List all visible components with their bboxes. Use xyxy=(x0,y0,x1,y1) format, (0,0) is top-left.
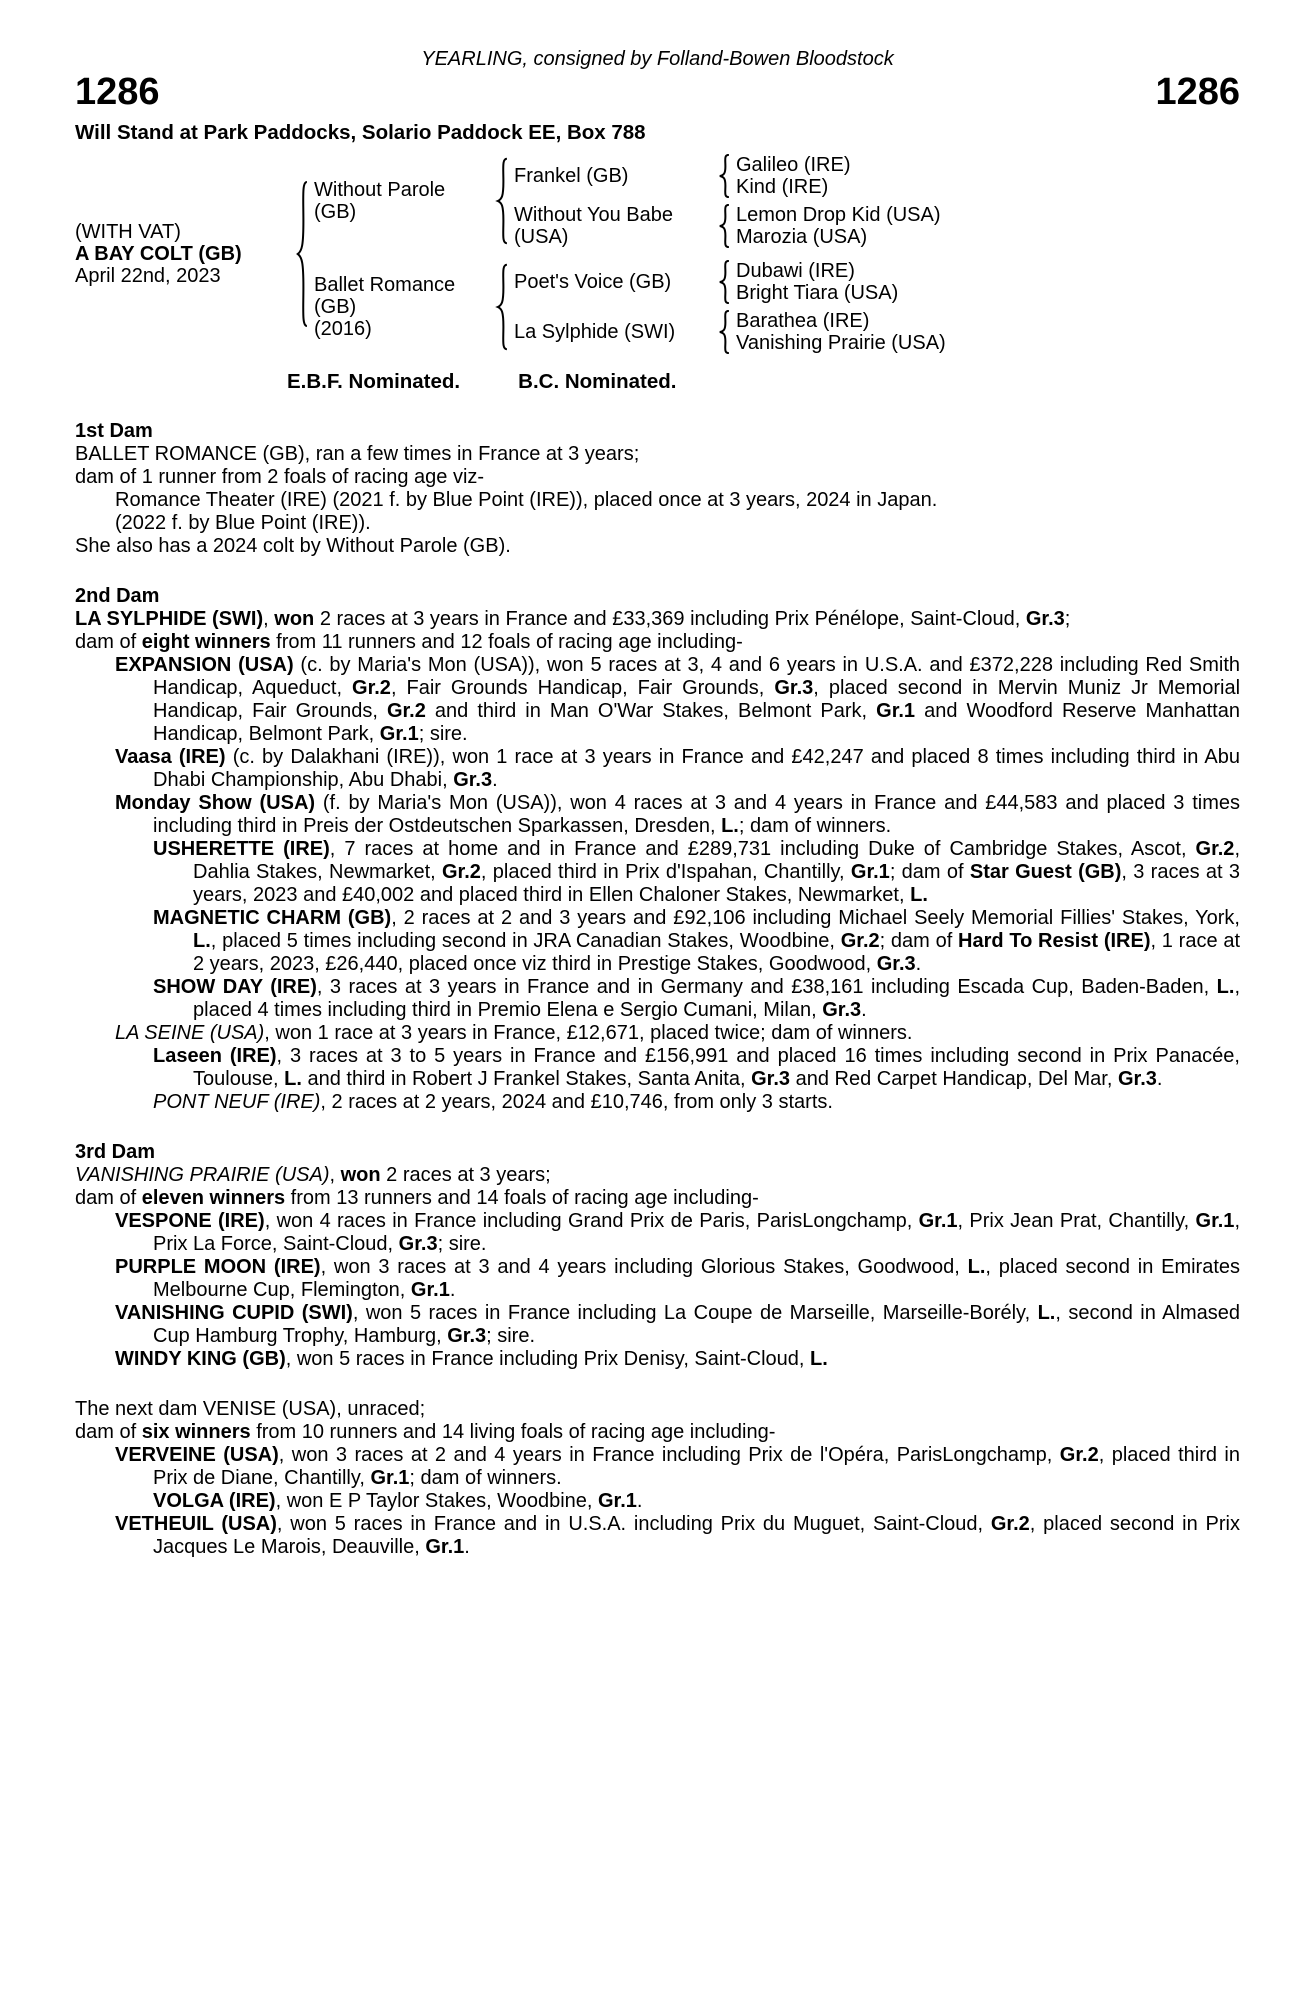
text-run: , won 1 race at 3 years in France, £12,671, placed twice; dam of winners. xyxy=(264,1022,913,1044)
text-run: . xyxy=(492,769,498,791)
pedigree-brace xyxy=(717,310,731,354)
text-run: , won 5 races in France and in U.S.A. including Prix du Muguet, Saint-Cloud, xyxy=(276,1513,991,1535)
progeny-entry xyxy=(75,746,1240,792)
text-run: She also has a 2024 colt by Without Parole (GB). xyxy=(75,535,511,557)
text-run: and Red Carpet Handicap, Del Mar, xyxy=(790,1068,1118,1090)
colt-info xyxy=(75,221,290,287)
text-run: , won 3 races at 2 and 4 years in France including Prix de l'Opéra, ParisLongchamp, xyxy=(278,1444,1060,1466)
pedigree-generation-2 xyxy=(314,154,946,354)
progeny-entry xyxy=(75,1022,1240,1045)
text-run: , placed 4 times including third in Premio Elena e Sergio Cumani, Milan, xyxy=(193,976,1240,1021)
section-3rd-dam xyxy=(75,1141,1240,1371)
produce-summary-line xyxy=(75,1187,1240,1210)
lot-number-left: 1286 xyxy=(75,71,160,113)
text-run: Gr.1 xyxy=(876,700,916,722)
great-grandparent-name: Kind (IRE) xyxy=(736,176,829,198)
text-run: Gr.2 xyxy=(1195,838,1235,860)
text-run: , Prix Jean Prat, Chantilly, xyxy=(957,1210,1196,1232)
text-run: 2 races at 3 years; xyxy=(380,1164,551,1186)
progeny-entry xyxy=(75,489,1240,512)
text-run: LA SEINE (USA) xyxy=(115,1022,265,1044)
text-run: Gr.3 xyxy=(453,769,493,791)
stand-location-line: Will Stand at Park Paddocks, Solario Paddock EE, Box 788 xyxy=(75,121,646,144)
text-run: , xyxy=(329,1164,341,1186)
progeny-entry xyxy=(75,1045,1240,1091)
text-run: L. xyxy=(284,1068,302,1090)
text-run: Gr.2 xyxy=(352,677,391,699)
text-run: Gr.3 xyxy=(1025,608,1065,630)
horse-name: A BAY COLT (GB) xyxy=(75,243,242,265)
text-run: Hard To Resist (IRE) xyxy=(958,930,1151,952)
great-grandparent-name: Bright Tiara (USA) xyxy=(736,282,899,304)
text-run: ; sire. xyxy=(418,723,468,745)
text-run: Star Guest (GB) xyxy=(969,861,1122,883)
text-run: , placed second in Emirates Melbourne Cup, Flemington, xyxy=(153,1256,1241,1301)
section-1st-dam xyxy=(75,420,1240,558)
text-run: ; dam of winners. xyxy=(738,815,892,837)
text-run: Gr.1 xyxy=(918,1210,958,1232)
text-run: , 3 races at 3 years, 2023 and £40,002 and placed third in Ellen Chaloner Stakes, Newmarket, xyxy=(193,861,1240,906)
great-grandparent-pair xyxy=(736,154,850,198)
great-grandparent-name: Marozia (USA) xyxy=(736,226,868,248)
text-run: , second in Almased Cup Hamburg Trophy, Hamburg, xyxy=(153,1302,1240,1347)
text-run: (c. by Maria's Mon (USA)), won 5 races at 3, 4 and 6 years in U.S.A. and £372,228 including Red Smith Handicap, Aqueduct, xyxy=(153,654,1240,699)
text-run: L. xyxy=(810,1348,828,1370)
text-run: ; xyxy=(1064,608,1071,630)
text-run: 2 races at 3 years in France and £33,369 including Prix Pénélope, Saint-Cloud, xyxy=(314,608,1026,630)
pedigree-brace xyxy=(717,260,731,304)
text-run: , 1 race at 2 years, 2023, £26,440, placed once viz third in Prestige Stakes, Goodwood, xyxy=(193,930,1241,975)
text-run: Gr.2 xyxy=(386,700,426,722)
progeny-entry xyxy=(75,1302,1240,1348)
text-run: Gr.2 xyxy=(990,1513,1030,1535)
text-run: Gr.3 xyxy=(876,953,916,975)
text-run: L. xyxy=(721,815,739,837)
text-run: , won E P Taylor Stakes, Woodbine, xyxy=(275,1490,598,1512)
text-run: , 3 races at 3 to 5 years in France and £156,991 and placed 16 times including second in Prix Panacée, Toulouse, xyxy=(193,1045,1240,1090)
progeny-entry xyxy=(75,1210,1240,1256)
progeny-entry xyxy=(75,838,1240,907)
text-run: Gr.1 xyxy=(850,861,890,883)
produce-summary-line xyxy=(75,631,1240,654)
progeny-entry xyxy=(75,512,1240,535)
progeny-entry xyxy=(75,1444,1240,1490)
great-grandparent-name: Lemon Drop Kid (USA) xyxy=(736,204,941,226)
foaling-date: April 22nd, 2023 xyxy=(75,265,221,287)
text-run: Romance Theater (IRE) (2021 f. by Blue Point (IRE)), placed once at 3 years, 2024 in Japan. xyxy=(115,489,938,511)
text-run: , won 3 races at 3 and 4 years including Glorious Stakes, Goodwood, xyxy=(320,1256,968,1278)
ebf-nomination: E.B.F. Nominated. xyxy=(287,370,461,393)
text-run: from 10 runners and 14 living foals of racing age including- xyxy=(250,1421,776,1443)
progeny-entry xyxy=(75,1091,1240,1114)
text-run: and third in Robert J Frankel Stakes, Santa Anita, xyxy=(301,1068,752,1090)
dam-year: (2016) xyxy=(314,318,372,340)
pedigree-brace xyxy=(717,154,731,198)
section-heading: 2nd Dam xyxy=(75,585,160,607)
text-run: Monday Show (USA) xyxy=(115,792,316,814)
great-grandparent-name: Barathea (IRE) xyxy=(736,310,870,332)
text-run: VESPONE (IRE) xyxy=(115,1210,265,1232)
text-run: and third in Man O'War Stakes, Belmont Park, xyxy=(425,700,877,722)
text-run: Gr.3 xyxy=(751,1068,791,1090)
text-run: Gr.2 xyxy=(1059,1444,1099,1466)
pedigree-tree xyxy=(75,154,1240,354)
grandsire-name: Poet's Voice (GB) xyxy=(514,271,672,293)
great-grandparent-pair xyxy=(736,310,946,354)
dam-summary-line xyxy=(75,443,1240,466)
section-next-dam xyxy=(75,1398,1240,1559)
text-run: BALLET ROMANCE (GB), ran a few times in France at 3 years; xyxy=(75,443,640,465)
text-run: , won 4 races in France including Grand Prix de Paris, ParisLongchamp, xyxy=(264,1210,919,1232)
text-run: (f. by Maria's Mon (USA)), won 4 races at 3 and 4 years in France and £44,583 and placed 3 times including third in Preis der Ostdeutschen Sparkassen, Dresden, xyxy=(153,792,1241,837)
pedigree-brace xyxy=(495,263,509,351)
section-heading: 1st Dam xyxy=(75,420,153,442)
text-run: . xyxy=(464,1536,470,1558)
additional-note-line xyxy=(75,535,1240,558)
progeny-entry xyxy=(75,1513,1240,1559)
text-run: VANISHING CUPID (SWI) xyxy=(115,1302,353,1324)
dam-summary-line xyxy=(75,1398,1240,1421)
text-run: , placed third in Prix d'Ispahan, Chantilly, xyxy=(480,861,851,883)
dam-summary-line xyxy=(75,1164,1240,1187)
text-run: from 11 runners and 12 foals of racing age including- xyxy=(270,631,743,653)
text-run: . xyxy=(636,1490,643,1512)
text-run: won xyxy=(274,608,315,630)
text-run: USHERETTE (IRE) xyxy=(153,838,330,860)
text-run: won xyxy=(340,1164,381,1186)
text-run: eight winners xyxy=(141,631,271,653)
dam-summary-line xyxy=(75,608,1240,631)
produce-summary-line xyxy=(75,466,1240,489)
text-run: L. xyxy=(193,930,211,952)
text-run: Gr.1 xyxy=(1195,1210,1235,1232)
text-run: dam of xyxy=(75,1421,142,1443)
text-run: ; dam of xyxy=(879,930,959,952)
text-run: Gr.3 xyxy=(774,677,814,699)
text-run: . xyxy=(449,1279,456,1301)
progeny-entry xyxy=(75,976,1240,1022)
granddam-name: Without You Babe (USA) xyxy=(514,204,674,248)
text-run: Gr.1 xyxy=(379,723,419,745)
grandparent-row xyxy=(514,204,941,248)
text-run: LA SYLPHIDE (SWI) xyxy=(75,608,264,630)
grandparent-row xyxy=(514,310,946,354)
progeny-entry xyxy=(75,1256,1240,1302)
text-run: , won 5 races in France including La Coupe de Marseille, Marseille-Borély, xyxy=(352,1302,1038,1324)
text-run: . xyxy=(1156,1068,1163,1090)
great-grandparent-name: Vanishing Prairie (USA) xyxy=(736,332,946,354)
text-run: ; sire. xyxy=(437,1233,487,1255)
text-run: Gr.1 xyxy=(598,1490,637,1512)
sire-grandparents xyxy=(514,154,941,248)
text-run: Gr.3 xyxy=(1117,1068,1157,1090)
text-run: , Dahlia Stakes, Newmarket, xyxy=(193,838,1240,883)
text-run: , Fair Grounds Handicap, Fair Grounds, xyxy=(390,677,775,699)
dam-name: Ballet Romance (GB) xyxy=(314,274,456,318)
text-run: VERVEINE (USA) xyxy=(115,1444,279,1466)
text-run: L. xyxy=(1216,976,1235,998)
text-run: VETHEUIL (USA) xyxy=(115,1513,277,1535)
great-grandparent-pair xyxy=(736,260,898,304)
text-run: Gr.3 xyxy=(447,1325,487,1347)
progeny-entry xyxy=(75,654,1240,746)
vat-note: (WITH VAT) xyxy=(75,221,181,243)
text-run: The next dam VENISE (USA), unraced; xyxy=(75,1398,426,1420)
text-run: , placed 5 times including second in JRA Canadian Stakes, Woodbine, xyxy=(210,930,841,952)
granddam-name: La Sylphide (SWI) xyxy=(514,321,676,343)
lot-number-row xyxy=(75,71,1240,113)
text-run: , 2 races at 2 years, 2024 and £10,746, from only 3 starts. xyxy=(320,1091,833,1113)
dam-info xyxy=(314,274,490,340)
great-grandparent-name: Galileo (IRE) xyxy=(736,154,851,176)
text-run: and Woodford Reserve Manhattan Handicap, Belmont Park, xyxy=(153,700,1240,745)
text-run: Gr.2 xyxy=(840,930,880,952)
pedigree-brace xyxy=(495,157,509,245)
progeny-entry xyxy=(75,1490,1240,1513)
text-run: , 7 races at home and in France and £289,731 including Duke of Cambridge Stakes, Ascot, xyxy=(329,838,1196,860)
text-run: L. xyxy=(1037,1302,1056,1324)
text-run: PURPLE MOON (IRE) xyxy=(115,1256,321,1278)
pedigree-brace xyxy=(717,204,731,248)
text-run: , placed second in Prix Jacques Le Marois, Deauville, xyxy=(153,1513,1240,1558)
text-run: , placed second in Mervin Muniz Jr Memorial Handicap, Fair Grounds, xyxy=(153,677,1241,722)
text-run: dam of xyxy=(75,631,142,653)
text-run: Vaasa (IRE) xyxy=(115,746,226,768)
text-run: ; dam of xyxy=(889,861,970,883)
progeny-entry xyxy=(75,792,1240,838)
grandparent-row xyxy=(514,260,946,304)
text-run: , xyxy=(263,608,275,630)
text-run: Gr.3 xyxy=(398,1233,438,1255)
text-run: , 3 races at 3 years in France and in Germany and £38,161 including Escada Cup, Baden-Baden, xyxy=(316,976,1217,998)
text-run: . xyxy=(915,953,922,975)
text-run: VANISHING PRAIRIE (USA) xyxy=(75,1164,330,1186)
text-run: from 13 runners and 14 foals of racing age including- xyxy=(285,1187,759,1209)
produce-summary-line xyxy=(75,1421,1240,1444)
text-run: Gr.1 xyxy=(410,1279,450,1301)
text-run: eleven winners xyxy=(141,1187,286,1209)
text-run: , won 5 races in France including Prix Denisy, Saint-Cloud, xyxy=(285,1348,811,1370)
section-2nd-dam xyxy=(75,585,1240,1114)
text-run: WINDY KING (GB) xyxy=(115,1348,286,1370)
text-run: Gr.2 xyxy=(442,861,481,883)
text-run: Gr.3 xyxy=(822,999,862,1021)
dam-branch xyxy=(314,260,946,354)
text-run: dam of xyxy=(75,1187,142,1209)
text-run: VOLGA (IRE) xyxy=(153,1490,276,1512)
lot-number-right: 1286 xyxy=(1155,71,1240,113)
text-run: PONT NEUF (IRE) xyxy=(153,1091,321,1113)
section-heading: 3rd Dam xyxy=(75,1141,156,1163)
text-run: (c. by Dalakhani (IRE)), won 1 race at 3 years in France and £42,247 and placed 8 times including third in Abu Dhabi Championship, Abu Dhabi, xyxy=(153,746,1240,791)
pedigree-brace xyxy=(295,179,309,329)
text-run: . xyxy=(861,999,867,1021)
sire-name: Without Parole (GB) xyxy=(314,179,446,223)
text-run: ; dam of winners. xyxy=(409,1467,562,1489)
text-run: six winners xyxy=(141,1421,251,1443)
bc-nomination: B.C. Nominated. xyxy=(518,370,677,393)
progeny-entry xyxy=(75,907,1240,976)
text-run: MAGNETIC CHARM (GB) xyxy=(153,907,392,929)
text-run: , Prix La Force, Saint-Cloud, xyxy=(153,1210,1240,1255)
dam-grandparents xyxy=(514,260,946,354)
text-run: ; sire. xyxy=(486,1325,536,1347)
consignor-line: YEARLING, consigned by Folland-Bowen Bloodstock xyxy=(421,48,894,70)
text-run: dam of 1 runner from 2 foals of racing age viz- xyxy=(75,466,485,488)
text-run: SHOW DAY (IRE) xyxy=(153,976,317,998)
text-run: L. xyxy=(967,1256,986,1278)
grandsire-name: Frankel (GB) xyxy=(514,165,629,187)
great-grandparent-pair xyxy=(736,204,941,248)
nominations-row xyxy=(287,370,1240,393)
grandparent-row xyxy=(514,154,941,198)
text-run: , placed third in Prix de Diane, Chantilly, xyxy=(153,1444,1241,1489)
text-run: Laseen (IRE) xyxy=(153,1045,277,1067)
sire-branch xyxy=(314,154,946,248)
text-run: Gr.1 xyxy=(425,1536,465,1558)
text-run: Gr.1 xyxy=(370,1467,410,1489)
text-run: , 2 races at 2 and 3 years and £92,106 including Michael Seely Memorial Fillies' Stakes, York, xyxy=(391,907,1240,929)
text-run: EXPANSION (USA) xyxy=(115,654,294,676)
great-grandparent-name: Dubawi (IRE) xyxy=(736,260,855,282)
text-run: L. xyxy=(910,884,928,906)
text-run: (2022 f. by Blue Point (IRE)). xyxy=(115,512,371,534)
progeny-entry xyxy=(75,1348,1240,1371)
